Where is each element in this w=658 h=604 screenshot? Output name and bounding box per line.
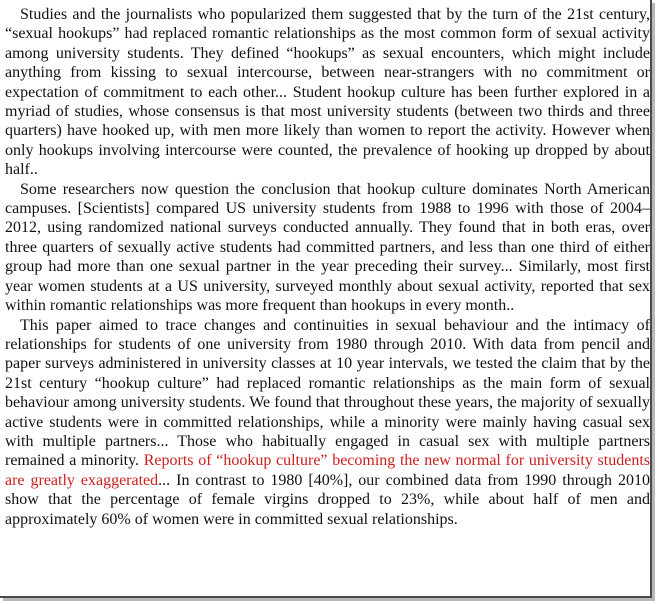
paragraph-1 (5, 5, 650, 180)
paragraph-3-text-end: ... In contrast to 1980 [40%], our combined data from 1990 through 2010 show that the percentage of female virgins dropped to 23%, while about half of men and approximately 60% of women were in committed sexual relationships. (5, 471, 650, 528)
highlighted-claim: Reports of “hookup culture” becoming the new normal for university students are greatly exaggerated (5, 452, 651, 489)
paragraph-3-text-start: This paper aimed to trace changes and continuities in sexual behaviour and the intimacy of relationships for students of one university from 1980 through 2010. With data from pencil and paper surveys administered in university classes at 10 year intervals, we tested the claim that by the 21st century “hookup culture” had replaced romantic relationships as the main form of sexual behaviour among university students. We found that throughout these years, the majority of sexually active students were in committed relationships, while a minority were mainly having casual sex with multiple partners... Those who habitually engaged in casual sex with multiple partners remained a minority. (5, 316, 650, 470)
paragraph-3 (5, 316, 650, 529)
document-body (5, 5, 650, 529)
paragraph-2 (5, 180, 650, 316)
paragraph-1-text: Studies and the journalists who popularized them suggested that by the turn of the 21st century, “sexual hookups” had replaced romantic relationships as the most common form of sexual activity among university students. They defined “hookups” as sexual encounters, which might include anything from kissing to sexual intercourse, between near-strangers with no commitment or expectation of commitment to each other... Student hookup culture has been further explored in a myriad of studies, whose consensus is that most university students (between two thirds and three quarters) have hooked up, with men more likely than women to report the activity. However when only hookups involving intercourse were counted, the prevalence of hooking up dropped by about half.. (5, 6, 650, 179)
paragraph-2-text: Some researchers now question the conclusion that hookup culture dominates North American campuses. [Scientists] compared US university students from 1988 to 1996 with those of 2004–2012, using randomized national surveys conducted annually. They found that in both eras, over three quarters of sexually active students had committed partners, and less than one third of either group had more than one sexual partner in the year preceding their survey... Similarly, most first year women students at a US university, surveyed monthly about sexual activity, reported that sex within romantic relationships was more frequent than hookups in every month.. (5, 180, 650, 315)
